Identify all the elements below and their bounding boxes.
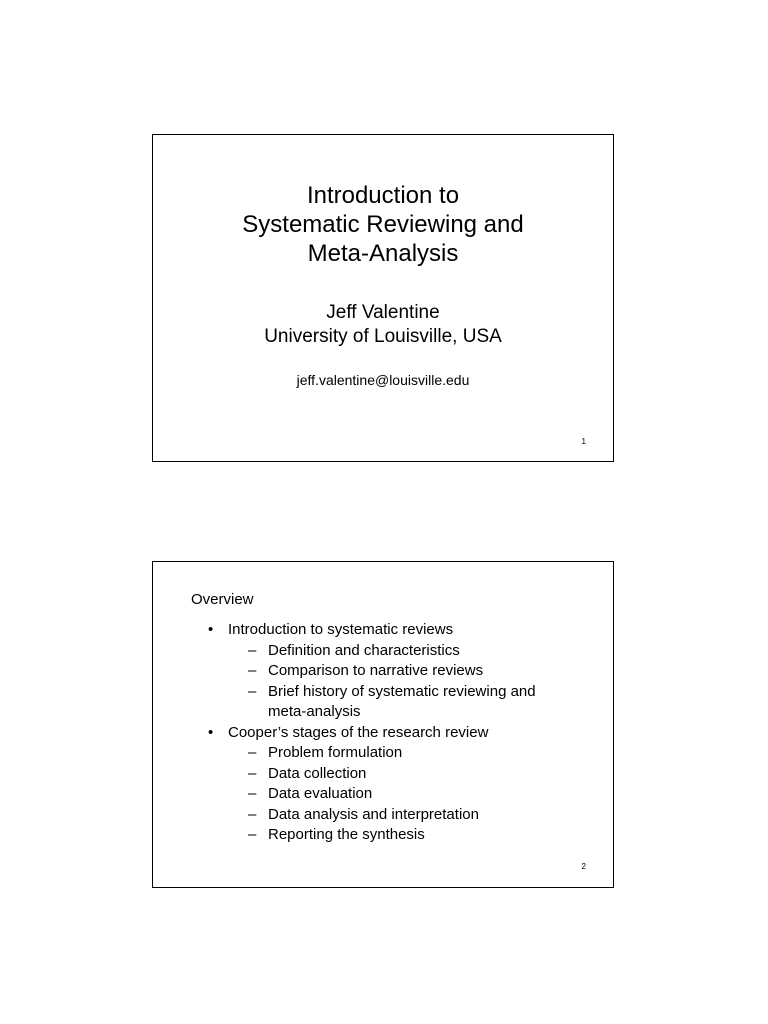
- slide-1-title: [153, 181, 613, 268]
- bullet-icon: •: [208, 723, 214, 741]
- author-affiliation: University of Louisville, USA: [264, 326, 502, 347]
- dash-icon: –: [248, 805, 257, 823]
- subitem-text: Data collection: [268, 764, 367, 782]
- sub-list: [228, 743, 536, 846]
- dash-icon: –: [248, 744, 257, 761]
- author-block: [153, 301, 613, 349]
- dash-icon: –: [248, 662, 257, 679]
- outline-subitem: [228, 784, 536, 805]
- slide-2: [152, 561, 614, 888]
- outline-subitem: [228, 825, 536, 846]
- author-name: Jeff Valentine: [326, 302, 440, 323]
- dash-icon: –: [248, 764, 257, 782]
- subitem-text: Brief history of systematic reviewing and: [268, 682, 536, 700]
- author-email: jeff.valentine@louisville.edu: [296, 372, 470, 388]
- subitem-text: Comparison to narrative reviews: [268, 662, 484, 679]
- overview-outline: [208, 620, 536, 846]
- subitem-text: Problem formulation: [268, 744, 403, 761]
- title-line: Introduction to: [306, 182, 460, 209]
- subitem-text: Definition and characteristics: [268, 641, 460, 659]
- slide-2-page-number: 2: [581, 862, 586, 871]
- outline-subitem: [228, 743, 536, 764]
- bullet-text: Cooper’s stages of the research review: [228, 723, 489, 741]
- outline-subitem: [228, 661, 536, 682]
- dash-icon: –: [248, 826, 257, 843]
- subitem-text: Data analysis and interpretation: [268, 805, 479, 823]
- outline-subitem: [228, 805, 536, 826]
- subitem-text: Reporting the synthesis: [268, 826, 425, 843]
- subitem-text-continued: meta-analysis: [268, 703, 361, 720]
- sub-list: [228, 641, 536, 723]
- dash-icon: –: [248, 785, 257, 802]
- outline-subitem: [228, 641, 536, 662]
- subitem-text: Data evaluation: [268, 785, 373, 802]
- dash-icon: –: [248, 682, 257, 700]
- outline-subitem: [228, 764, 536, 785]
- bullet-text: Introduction to systematic reviews: [228, 621, 454, 638]
- outline-bullet: [208, 723, 536, 846]
- dash-icon: –: [248, 641, 257, 659]
- outline-bullet: [208, 620, 536, 723]
- slide-2-heading: Overview: [191, 591, 254, 608]
- slide-1-page-number: 1: [581, 437, 586, 446]
- title-line: Systematic Reviewing and: [242, 211, 524, 238]
- slide-1: [152, 134, 614, 462]
- bullet-icon: •: [208, 621, 214, 638]
- outline-subitem: [228, 682, 536, 723]
- title-line: Meta-Analysis: [307, 240, 459, 267]
